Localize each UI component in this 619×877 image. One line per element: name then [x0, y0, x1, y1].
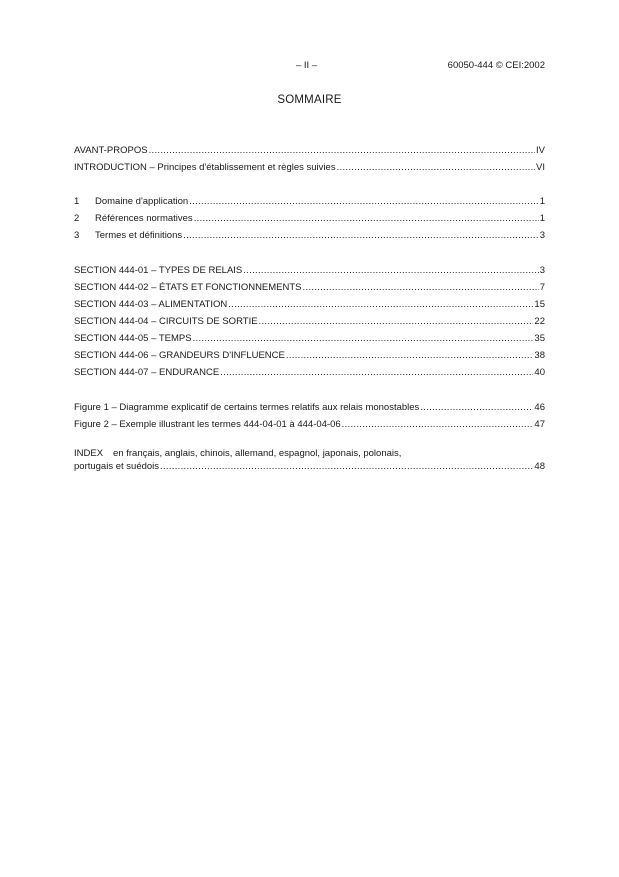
dot-leader: [149, 144, 535, 157]
toc-page-number: 15: [534, 299, 545, 310]
dot-leader: [194, 212, 539, 225]
toc-page-number: 40: [534, 367, 545, 378]
toc-entry-index[interactable]: [74, 460, 545, 473]
page-header: [0, 60, 619, 74]
toc-page-number: 3: [539, 265, 545, 276]
document-reference: 60050-444 © CEI:2002: [447, 60, 545, 71]
toc-page-number: 46: [534, 402, 545, 413]
page-number: – II –: [296, 60, 318, 71]
toc-entry-figure-2[interactable]: [74, 418, 545, 431]
dot-leader: [193, 332, 534, 345]
toc-entry-section-444-04[interactable]: [74, 315, 545, 328]
toc-entry-title: SECTION 444-03 – ALIMENTATION: [74, 299, 228, 310]
dot-leader: [228, 298, 533, 311]
toc-entry-section-444-03[interactable]: [74, 298, 545, 311]
toc-entry-avant-propos[interactable]: [74, 144, 545, 157]
dot-leader: [342, 418, 534, 431]
index-label: INDEX: [74, 448, 104, 459]
toc-entry-index-line-1[interactable]: [74, 447, 401, 460]
toc-entry-title: SECTION 444-02 – ÉTATS ET FONCTIONNEMENTS: [74, 282, 302, 293]
toc-page-number: VI: [536, 162, 545, 173]
toc-entry-title: Termes et définitions: [95, 230, 183, 241]
toc-page-number: 38: [534, 350, 545, 361]
toc-entry-section-444-02[interactable]: [74, 281, 545, 294]
page-title: SOMMAIRE: [277, 94, 342, 106]
toc-page-number: 7: [539, 282, 545, 293]
toc-page-number: 3: [539, 230, 545, 241]
dot-leader: [189, 195, 539, 208]
dot-leader: [286, 349, 534, 362]
toc-entry-clause-3[interactable]: [74, 229, 545, 242]
dot-leader: [220, 366, 533, 379]
toc-page-number: IV: [536, 145, 545, 156]
toc-entry-section-444-01[interactable]: [74, 264, 545, 277]
toc-entry-clause-2[interactable]: [74, 212, 545, 225]
toc-entry-title: Figure 1 – Diagramme explicatif de certains termes relatifs aux relais monostables: [74, 402, 420, 413]
toc-entry-title: SECTION 444-04 – CIRCUITS DE SORTIE: [74, 316, 258, 327]
toc-entry-title: SECTION 444-01 – TYPES DE RELAIS: [74, 265, 243, 276]
toc-entry-clause-1[interactable]: [74, 195, 545, 208]
toc-entry-title: SECTION 444-07 – ENDURANCE: [74, 367, 220, 378]
toc-entry-title: INTRODUCTION – Principes d'établissement et règles suivies: [74, 162, 336, 173]
toc-entry-title: SECTION 444-05 – TEMPS: [74, 333, 192, 344]
dot-leader: [337, 161, 535, 174]
toc-entry-figure-1[interactable]: [74, 401, 545, 414]
clause-number: 1: [74, 196, 80, 207]
toc-entry-section-444-06[interactable]: [74, 349, 545, 362]
toc-page-number: 35: [534, 333, 545, 344]
toc-entry-title: Figure 2 – Exemple illustrant les termes 444-04-01 à 444-04-06: [74, 419, 341, 430]
toc-entry-title: SECTION 444-06 – GRANDEURS D'INFLUENCE: [74, 350, 285, 361]
clause-number: 3: [74, 230, 80, 241]
toc-page-number: 47: [534, 419, 545, 430]
toc-page-number: 1: [539, 196, 545, 207]
toc-entry-title: Références normatives: [95, 213, 193, 224]
toc-entry-section-444-07[interactable]: [74, 366, 545, 379]
index-languages-continued: portugais et suédois: [74, 461, 160, 472]
toc-page-number: 22: [534, 316, 545, 327]
toc-entry-section-444-05[interactable]: [74, 332, 545, 345]
dot-leader: [303, 281, 539, 294]
toc-entry-introduction[interactable]: [74, 161, 545, 174]
toc-page-number: 1: [539, 213, 545, 224]
toc-entry-title: AVANT-PROPOS: [74, 145, 148, 156]
dot-leader: [243, 264, 538, 277]
toc-page-number: 48: [534, 461, 545, 472]
index-languages: en français, anglais, chinois, allemand, espagnol, japonais, polonais,: [113, 448, 402, 459]
clause-number: 2: [74, 213, 80, 224]
dot-leader: [420, 401, 533, 414]
dot-leader: [183, 229, 539, 242]
dot-leader: [259, 315, 534, 328]
toc-entry-title: Domaine d'application: [95, 196, 189, 207]
dot-leader: [160, 460, 533, 473]
